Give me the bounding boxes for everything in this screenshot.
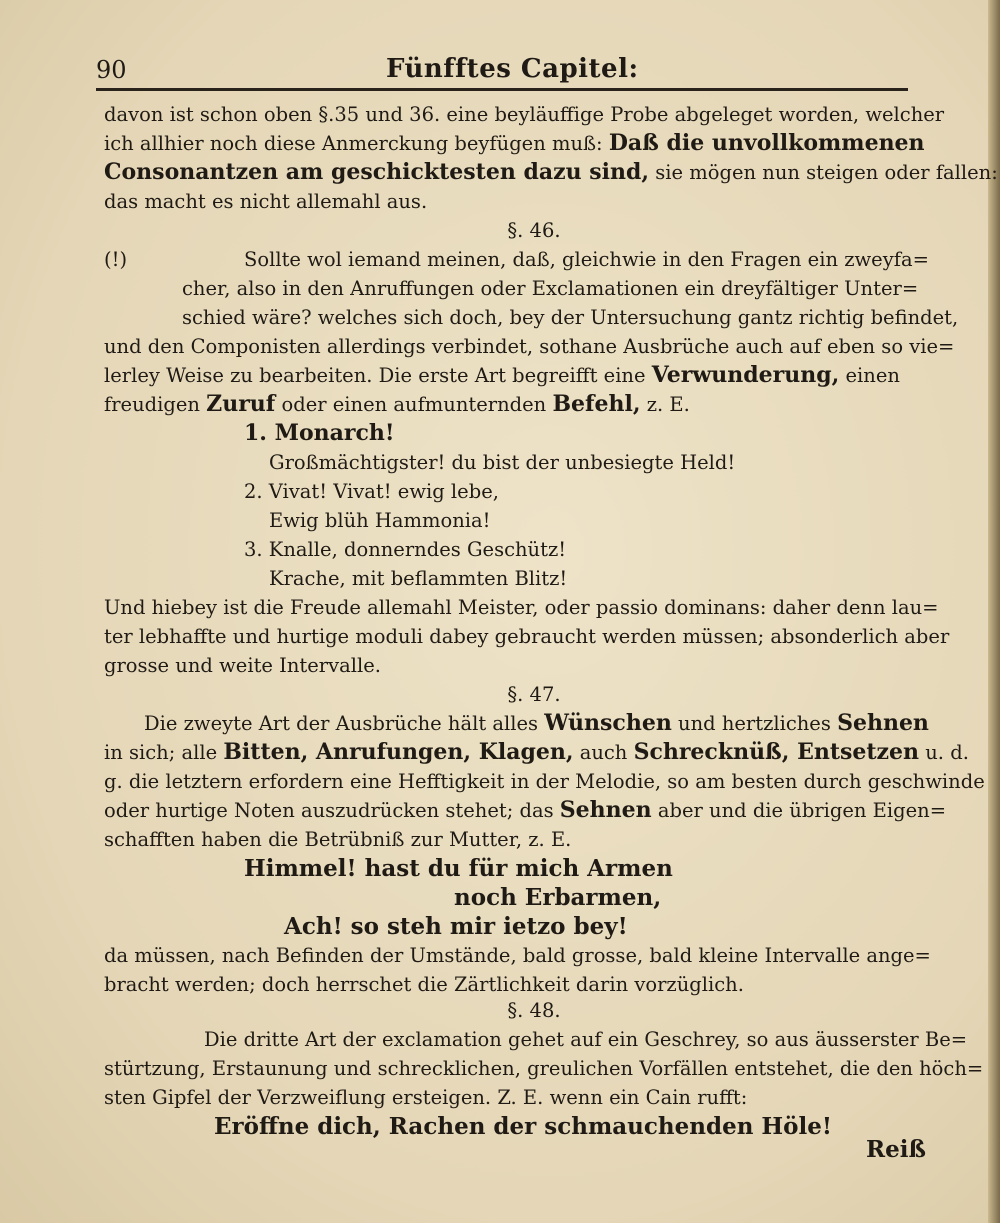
emphasis: Consonantzen am geschicktesten dazu sind, — [104, 159, 650, 185]
header-rule — [96, 88, 908, 91]
emphasis: Sehnen — [837, 710, 929, 736]
section-label: §. 48. — [507, 999, 561, 1022]
text-line: Die zweyte Art der Ausbrüche hält alles Wünschen und hertzliches Sehnen — [144, 710, 929, 736]
example-line: Himmel! hast du für mich Armen — [244, 855, 673, 882]
section-label: §. 46. — [507, 219, 561, 242]
page-number: 90 — [96, 56, 127, 84]
text-line: in sich; alle Bitten, Anrufungen, Klagen, auch Schrecknüß, Entsetzen u. d. — [104, 739, 969, 765]
section-label: §. 47. — [507, 683, 561, 706]
emphasis: Befehl, — [552, 391, 641, 417]
text-line: das macht es nicht allemahl aus. — [104, 190, 428, 213]
example-line: Ewig blüh Hammonia! — [269, 509, 491, 532]
emphasis: Sehnen — [559, 797, 652, 823]
text-line: schafften haben die Betrübniß zur Mutter, z. E. — [104, 828, 572, 851]
running-title: Fünfftes Capitel: — [386, 54, 639, 84]
text-line: stürtzung, Erstaunung und schrecklichen, greulichen Vorfällen entstehet, die den höch= — [104, 1057, 984, 1080]
example-line: 1. Monarch! — [244, 420, 395, 446]
example-line: 3. Knalle, donnerndes Geschütz! — [244, 538, 567, 561]
text-line: cher, also in den Anruffungen oder Exclamationen ein dreyfältiger Unter= — [182, 277, 919, 300]
section-47 — [104, 680, 985, 999]
section-48 — [104, 996, 984, 1141]
example-line: Eröffne dich, Rachen der schmauchenden Höle! — [214, 1113, 832, 1140]
text-line: und den Componisten allerdings verbindet, sothane Ausbrüche auch auf eben so vie= — [104, 335, 955, 358]
emphasis: Schrecknüß, Entsetzen — [633, 739, 920, 765]
emphasis: Zuruf — [206, 391, 276, 417]
example-line: noch Erbarmen, — [454, 884, 662, 911]
catchword: Reiß — [866, 1136, 926, 1163]
margin-marker: (!) — [104, 248, 128, 271]
example-line: Ach! so steh mir ietzo bey! — [284, 913, 628, 940]
text-line: da müssen, nach Befinden der Umstände, bald grosse, bald kleine Intervalle ange= — [104, 944, 931, 967]
text-line: Und hiebey ist die Freude allemahl Meister, oder passio dominans: daher denn lau= — [104, 596, 939, 619]
page-header — [96, 46, 906, 86]
emphasis: Verwunderung, — [651, 362, 840, 388]
text-line: davon ist schon oben §.35 und 36. eine beyläuffige Probe abgeleget worden, welcher — [104, 103, 945, 126]
text-line: lerley Weise zu bearbeiten. Die erste Art begreifft eine Verwunderung, einen — [104, 362, 900, 388]
text-line: Consonantzen am geschicktesten dazu sind, sie mögen nun steigen oder fallen: — [104, 159, 998, 185]
emphasis: Wünschen — [544, 710, 672, 736]
example-line: Großmächtigster! du bist der unbesiegte Held! — [269, 451, 736, 474]
text-line: schied wäre? welches sich doch, bey der Untersuchung gantz richtig befindet, — [182, 306, 959, 329]
paragraph-1 — [104, 100, 998, 216]
text-line: sten Gipfel der Verzweiflung ersteigen. Z. E. wenn ein Cain rufft: — [104, 1086, 748, 1109]
text-line: Die dritte Art der exclamation gehet auf ein Geschrey, so aus äusserster Be= — [204, 1028, 968, 1051]
text-line: grosse und weite Intervalle. — [104, 654, 381, 677]
example-line: 2. Vivat! Vivat! ewig lebe, — [244, 480, 499, 503]
emphasis: Daß die unvollkommenen — [608, 130, 925, 156]
text-line: g. die letztern erfordern eine Hefftigkeit in der Melodie, so am besten durch geschwinde — [104, 770, 985, 793]
example-line: Krache, mit beflammten Blitz! — [269, 567, 568, 590]
text-line: ter lebhaffte und hurtige moduli dabey gebraucht werden müssen; absonderlich aber — [104, 625, 950, 648]
emphasis: Bitten, Anrufungen, Klagen, — [223, 739, 574, 765]
text-line: (!) Sollte wol iemand meinen, daß, gleichwie in den Fragen ein zweyfa= — [104, 245, 924, 274]
section-46 — [104, 216, 959, 680]
text-line: oder hurtige Noten auszudrücken stehet; das Sehnen aber und die übrigen Eigen= — [104, 797, 947, 823]
text-line: ich allhier noch diese Anmerckung beyfügen muß: Daß die unvollkommenen — [104, 130, 925, 156]
text-line: freudigen Zuruf oder einen aufmunternden Befehl, z. E. — [104, 391, 690, 417]
text-line: bracht werden; doch herrschet die Zärtlichkeit darin vorzüglich. — [104, 973, 744, 996]
